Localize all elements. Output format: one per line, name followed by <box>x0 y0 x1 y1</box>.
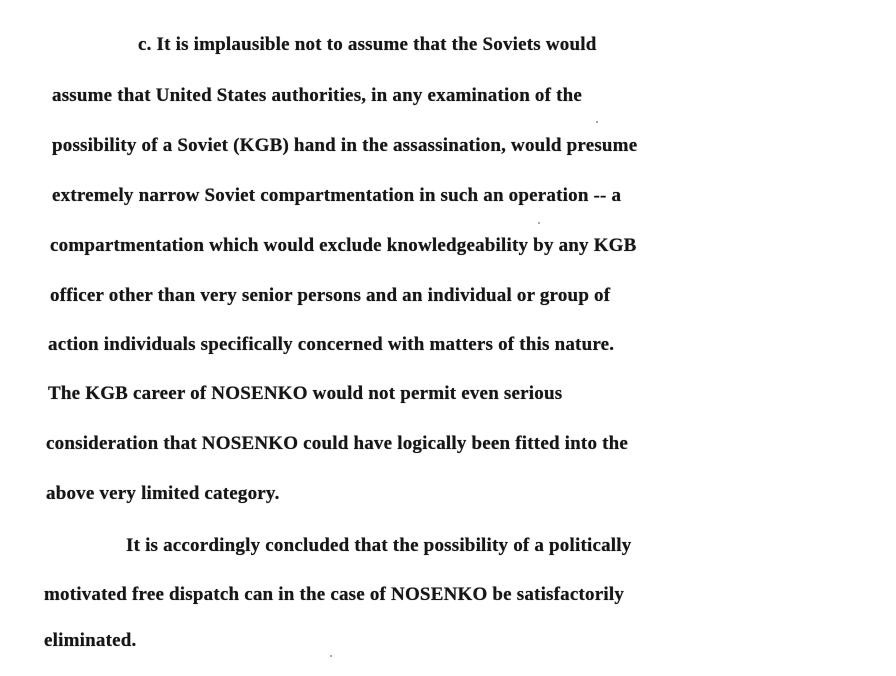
text-line: action individuals specifically concerned with matters of this nature. <box>48 334 615 355</box>
text-line: assume that United States authorities, in any examination of the <box>52 85 583 106</box>
text-line: c. It is implausible not to assume that the Soviets would <box>138 34 597 55</box>
text-line: extremely narrow Soviet compartmentation in such an operation -- a <box>52 185 622 206</box>
text-line: possibility of a Soviet (KGB) hand in the assassination, would presume <box>52 135 638 156</box>
text-line: officer other than very senior persons and an individual or group of <box>50 285 611 306</box>
scan-speck <box>330 655 332 657</box>
text-line: motivated free dispatch can in the case of NOSENKO be satisfactorily <box>44 584 625 605</box>
scan-speck <box>538 222 540 224</box>
text-line: consideration that NOSENKO could have logically been fitted into the <box>46 433 629 454</box>
text-line: It is accordingly concluded that the possibility of a politically <box>126 535 632 556</box>
scan-speck <box>596 121 598 123</box>
text-line: The KGB career of NOSENKO would not permit even serious <box>48 383 563 404</box>
text-line: compartmentation which would exclude knowledgeability by any KGB <box>50 235 637 256</box>
text-line: above very limited category. <box>46 483 280 504</box>
text-line: eliminated. <box>44 630 137 651</box>
